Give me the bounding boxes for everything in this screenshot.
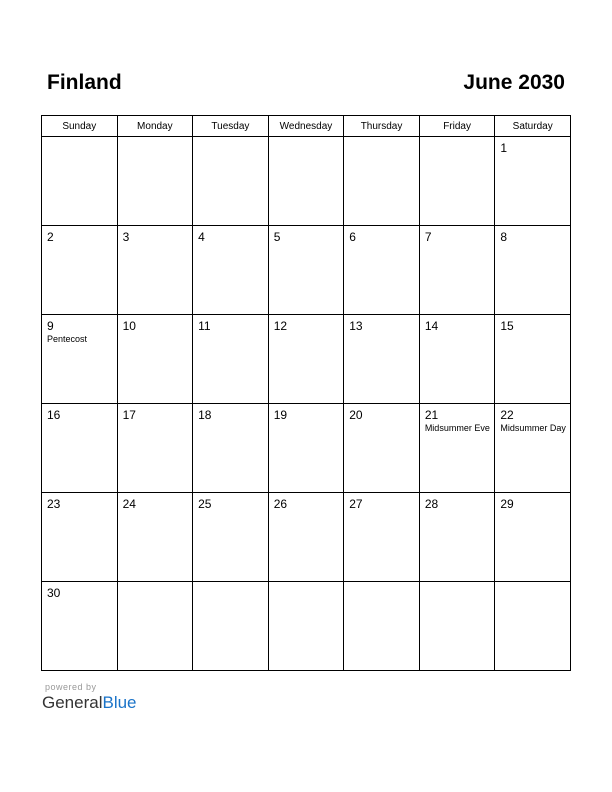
weekday-header: Tuesday (193, 116, 269, 137)
day-cell[interactable] (268, 582, 344, 671)
day-number: 18 (198, 408, 212, 422)
day-cell-content (42, 137, 117, 141)
day-cell-content (118, 404, 193, 422)
day-number: 6 (349, 230, 356, 244)
month-year-title: June 2030 (463, 71, 565, 94)
day-cell-content (118, 493, 193, 511)
day-cell-content (193, 226, 268, 244)
day-cell-content (269, 493, 344, 511)
day-cell-content (118, 226, 193, 244)
day-number: 8 (500, 230, 508, 244)
logo-general-text: General (42, 693, 103, 712)
day-cell-content (420, 315, 495, 333)
generalblue-logo[interactable] (42, 693, 137, 713)
day-cell[interactable] (344, 137, 420, 226)
day-cell-content (193, 315, 268, 333)
day-number: 1 (500, 141, 508, 155)
day-number: 23 (47, 497, 61, 511)
powered-by-text: powered by (45, 682, 97, 692)
day-cell[interactable] (419, 404, 495, 493)
day-cell[interactable] (193, 226, 269, 315)
day-number: 22 (500, 408, 514, 422)
day-number: 5 (273, 230, 281, 244)
day-cell[interactable] (495, 226, 571, 315)
day-cell-content (420, 226, 495, 244)
day-cell-content (420, 404, 495, 435)
day-cell[interactable] (117, 226, 193, 315)
day-cell[interactable] (193, 493, 269, 582)
day-cell[interactable] (344, 226, 420, 315)
day-cell-content (495, 226, 570, 244)
day-cell[interactable] (344, 493, 420, 582)
day-number: 15 (500, 319, 514, 333)
day-cell-content (495, 315, 570, 333)
day-cell-content (269, 582, 344, 586)
day-number: 28 (424, 497, 439, 511)
day-cell-content (42, 582, 117, 600)
weekday-header: Sunday (42, 116, 118, 137)
day-cell[interactable] (344, 315, 420, 404)
week-row (42, 137, 571, 226)
day-cell[interactable] (419, 137, 495, 226)
day-number: 25 (198, 497, 212, 511)
day-cell[interactable] (117, 493, 193, 582)
day-cell[interactable] (268, 226, 344, 315)
week-row (42, 493, 571, 582)
day-cell[interactable] (42, 582, 118, 671)
day-cell-content (42, 493, 117, 511)
day-cell-content (495, 137, 570, 155)
day-cell-content (420, 493, 495, 511)
holiday-label: Midsummer Eve (424, 423, 490, 433)
day-cell-content (42, 315, 117, 346)
week-row (42, 582, 571, 671)
day-cell[interactable] (193, 137, 269, 226)
day-number: 29 (500, 497, 514, 511)
week-row (42, 226, 571, 315)
weekday-header: Wednesday (268, 116, 344, 137)
day-cell-content (118, 315, 193, 333)
day-cell-content (193, 493, 268, 511)
day-cell-content (420, 582, 495, 586)
day-cell-content (42, 404, 117, 422)
day-cell[interactable] (268, 493, 344, 582)
day-cell[interactable] (344, 404, 420, 493)
day-cell[interactable] (419, 582, 495, 671)
day-number: 2 (47, 230, 54, 244)
day-cell-content (193, 582, 268, 586)
day-cell[interactable] (42, 493, 118, 582)
day-number: 7 (424, 230, 432, 244)
day-cell-content (269, 404, 344, 422)
day-number: 10 (122, 319, 136, 333)
day-number: 12 (273, 319, 288, 333)
day-number: 20 (349, 408, 363, 422)
week-row (42, 404, 571, 493)
day-cell-content (193, 404, 268, 422)
day-cell[interactable] (268, 137, 344, 226)
day-cell-content (269, 226, 344, 244)
day-cell-content (344, 493, 419, 511)
day-number: 3 (122, 230, 130, 244)
day-number: 14 (424, 319, 439, 333)
day-cell-content (193, 137, 268, 141)
day-cell[interactable] (42, 404, 118, 493)
day-cell[interactable] (419, 226, 495, 315)
day-cell-content (420, 137, 495, 141)
day-cell-content (344, 404, 419, 422)
day-cell[interactable] (42, 226, 118, 315)
holiday-label: Pentecost (47, 334, 88, 344)
weekday-header: Monday (117, 116, 193, 137)
weekday-header: Saturday (495, 116, 571, 137)
day-number: 21 (424, 408, 439, 422)
holiday-label: Midsummer Day (500, 423, 566, 433)
day-number: 16 (47, 408, 61, 422)
day-number: 30 (47, 586, 61, 600)
weekday-header: Friday (419, 116, 495, 137)
day-cell-content (344, 315, 419, 333)
day-cell[interactable] (495, 582, 571, 671)
day-cell[interactable] (268, 404, 344, 493)
day-cell-content (269, 315, 344, 333)
day-cell[interactable] (117, 404, 193, 493)
day-number: 24 (122, 497, 136, 511)
day-cell[interactable] (419, 315, 495, 404)
day-cell-content (118, 137, 193, 141)
day-cell[interactable] (117, 582, 193, 671)
day-cell[interactable] (42, 315, 118, 404)
day-cell-content (495, 493, 570, 511)
country-title: Finland (47, 71, 122, 94)
day-cell[interactable] (268, 315, 344, 404)
calendar-grid (41, 115, 571, 671)
day-cell-content (42, 226, 117, 244)
day-cell[interactable] (117, 137, 193, 226)
day-cell[interactable] (344, 582, 420, 671)
footer-branding (42, 682, 137, 713)
day-number: 19 (273, 408, 288, 422)
day-cell-content (344, 582, 419, 586)
day-cell[interactable] (495, 404, 571, 493)
day-cell-content (118, 582, 193, 586)
weekday-header: Thursday (344, 116, 420, 137)
day-number: 17 (122, 408, 136, 422)
day-cell[interactable] (193, 404, 269, 493)
day-number: 4 (198, 230, 205, 244)
week-row (42, 315, 571, 404)
day-number: 13 (349, 319, 363, 333)
day-cell-content (495, 404, 570, 435)
day-number: 9 (47, 319, 54, 333)
day-cell-content (344, 137, 419, 141)
day-number: 11 (198, 319, 211, 333)
day-cell[interactable] (495, 493, 571, 582)
day-cell[interactable] (42, 137, 118, 226)
day-cell-content (495, 582, 570, 586)
day-number: 26 (273, 497, 288, 511)
day-cell[interactable] (495, 137, 571, 226)
logo-blue-text: Blue (102, 693, 137, 712)
day-cell-content (344, 226, 419, 244)
day-cell[interactable] (193, 582, 269, 671)
day-cell[interactable] (193, 315, 269, 404)
day-cell-content (269, 137, 344, 141)
day-cell[interactable] (419, 493, 495, 582)
day-number: 27 (349, 497, 363, 511)
day-cell[interactable] (495, 315, 571, 404)
weekday-header-row (42, 116, 571, 137)
day-cell[interactable] (117, 315, 193, 404)
